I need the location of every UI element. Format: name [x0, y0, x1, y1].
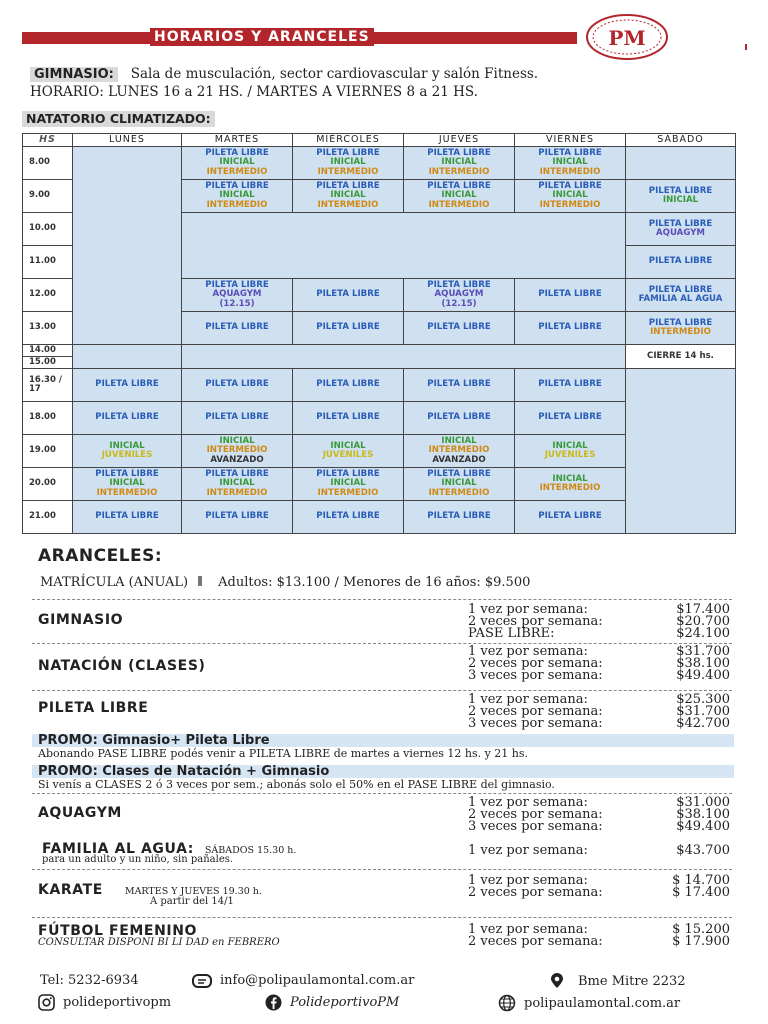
- class-cell: INICIAL JUVENILES: [73, 435, 182, 468]
- price-value: $24.100: [676, 626, 730, 641]
- web-text[interactable]: polipaulamontal.com.ar: [524, 995, 681, 1011]
- footer-address: [550, 973, 686, 989]
- email-text[interactable]: info@polipaulamontal.com.ar: [220, 973, 415, 988]
- class-cell: PILETA LIBRE: [182, 369, 293, 402]
- promo1-desc: Abonando PASE LIBRE podés venir a PILETA LIBRE de martes a viernes 12 hs. y 21 hs.: [38, 747, 529, 760]
- price-value: $25.300: [676, 692, 730, 707]
- hour-cell: 12.00: [23, 279, 73, 312]
- price-label: 2 veces por semana:: [468, 656, 603, 671]
- natatorio-title: NATATORIO CLIMATIZADO:: [22, 111, 215, 127]
- price-value: $42.700: [676, 716, 730, 731]
- footer-instagram[interactable]: [38, 994, 171, 1011]
- gimnasio-prices: [468, 604, 730, 640]
- class-cell: PILETA LIBRE: [404, 501, 515, 534]
- class-cell: PILETA LIBRE AQUAGYM (12.15): [404, 279, 515, 312]
- col-header: LUNES: [73, 134, 182, 147]
- class-cell: PILETA LIBRE: [515, 279, 626, 312]
- col-header: HS: [23, 134, 73, 147]
- class-cell: PILETA LIBRE INICIAL INTERMEDIO: [182, 180, 293, 213]
- gym-horario: HORARIO: LUNES 16 a 21 HS. / MARTES A VIERNES 8 a 21 HS.: [30, 84, 478, 100]
- price-value: $38.100: [676, 656, 730, 671]
- col-header: JUEVES: [404, 134, 515, 147]
- empty-cell: [182, 213, 626, 279]
- class-cell: PILETA LIBRE: [182, 402, 293, 435]
- karate-sub: A partir del 14/1: [150, 896, 234, 907]
- price-label: 3 veces por semana:: [468, 819, 603, 834]
- price-value: $31.700: [676, 704, 730, 719]
- hour-cell: 21.00: [23, 501, 73, 534]
- empty-cell: [626, 369, 736, 534]
- logo-icon: [585, 12, 669, 62]
- col-header: SÁBADO: [626, 134, 736, 147]
- footer-tel: [40, 973, 139, 988]
- class-cell: PILETA LIBRE AQUAGYM (12.15): [182, 279, 293, 312]
- class-cell: PILETA LIBRE FAMILIA AL AGUA: [626, 279, 736, 312]
- class-cell: PILETA LIBRE: [404, 312, 515, 345]
- hour-cell: 15.00: [23, 357, 73, 369]
- price-row: [468, 670, 730, 682]
- class-cell: PILETA LIBRE INICIAL INTERMEDIO: [293, 147, 404, 180]
- footer-facebook[interactable]: [265, 994, 399, 1011]
- familia-prices: [468, 845, 730, 857]
- class-cell: INICIAL INTERMEDIO AVANZADO: [182, 435, 293, 468]
- class-cell: INICIAL INTERMEDIO: [515, 468, 626, 501]
- class-cell: CIERRE 14 hs.: [626, 345, 736, 369]
- class-cell: PILETA LIBRE INICIAL INTERMEDIO: [73, 468, 182, 501]
- divider: [198, 576, 202, 586]
- class-cell: PILETA LIBRE INICIAL INTERMEDIO: [293, 468, 404, 501]
- class-cell: PILETA LIBRE: [293, 369, 404, 402]
- aranceles-title: ARANCELES:: [38, 546, 163, 566]
- price-label: 1 vez por semana:: [468, 692, 588, 707]
- futbol-sub: CONSULTAR DISPONI BI LI DAD en FEBRERO: [38, 937, 280, 948]
- hour-cell: 13.00: [23, 312, 73, 345]
- price-value: $17.400: [676, 602, 730, 617]
- natacion-prices: [468, 646, 730, 682]
- class-cell: PILETA LIBRE: [626, 246, 736, 279]
- instagram-text[interactable]: polideportivopm: [63, 995, 172, 1010]
- hour-cell: 8.00: [23, 147, 73, 180]
- price-value: $43.700: [676, 843, 730, 858]
- class-cell: PILETA LIBRE: [293, 501, 404, 534]
- col-header: VIERNES: [515, 134, 626, 147]
- price-row: [468, 887, 730, 899]
- hour-cell: 9.00: [23, 180, 73, 213]
- familia-name: FAMILIA AL AGUA:: [42, 841, 194, 857]
- class-cell: PILETA LIBRE: [515, 501, 626, 534]
- page-title: HORARIOS Y ARANCELES: [150, 28, 374, 46]
- class-cell: PILETA LIBRE: [293, 312, 404, 345]
- hour-cell: 11.00: [23, 246, 73, 279]
- price-label: 2 veces por semana:: [468, 807, 603, 822]
- class-cell: INICIAL JUVENILES: [515, 435, 626, 468]
- price-value: $20.700: [676, 614, 730, 629]
- futbol-heading: FÚTBOL FEMENINO: [38, 923, 198, 939]
- hour-cell: 10.00: [23, 213, 73, 246]
- schedule-table: [22, 133, 736, 534]
- hour-cell: 16.30 / 17: [23, 369, 73, 402]
- class-cell: PILETA LIBRE: [515, 312, 626, 345]
- divider: [32, 793, 732, 794]
- class-cell: PILETA LIBRE: [515, 369, 626, 402]
- hour-cell: 19.00: [23, 435, 73, 468]
- price-value: $38.100: [676, 807, 730, 822]
- class-cell: PILETA LIBRE INICIAL INTERMEDIO: [404, 147, 515, 180]
- location-pin-icon: [550, 973, 564, 989]
- price-value: $ 15.200: [672, 922, 730, 937]
- promo2-title: PROMO: Clases de Natación + Gimnasio: [38, 764, 330, 779]
- address-text: Bme Mitre 2232: [578, 973, 686, 989]
- price-row: [468, 718, 730, 730]
- divider: [32, 869, 732, 870]
- price-value: $ 14.700: [672, 873, 730, 888]
- col-header: MARTES: [182, 134, 293, 147]
- class-cell: PILETA LIBRE: [182, 501, 293, 534]
- table-row: [23, 345, 736, 357]
- divider: [32, 599, 732, 600]
- price-row: [468, 845, 730, 857]
- price-value: $31.700: [676, 644, 730, 659]
- gym-info: [30, 66, 538, 82]
- class-cell: INICIAL INTERMEDIO AVANZADO: [404, 435, 515, 468]
- mail-icon: [192, 974, 212, 988]
- logo-text: PM: [608, 26, 646, 50]
- pileta-heading: PILETA LIBRE: [38, 700, 149, 716]
- class-cell: PILETA LIBRE INICIAL INTERMEDIO: [515, 180, 626, 213]
- gym-label: GIMNASIO:: [30, 67, 118, 82]
- futbol-prices: [468, 924, 730, 948]
- class-cell: PILETA LIBRE: [293, 279, 404, 312]
- natacion-heading: NATACIÓN (CLASES): [38, 658, 206, 674]
- price-value: $ 17.400: [672, 885, 730, 900]
- table-header-row: [23, 134, 736, 147]
- karate-name: KARATE: [38, 882, 103, 898]
- divider: [745, 44, 747, 50]
- globe-icon: [498, 994, 516, 1012]
- matricula-line: [40, 575, 530, 590]
- class-cell: PILETA LIBRE INICIAL INTERMEDIO: [182, 468, 293, 501]
- class-cell: PILETA LIBRE: [404, 369, 515, 402]
- price-label: 3 veces por semana:: [468, 716, 603, 731]
- price-value: $49.400: [676, 819, 730, 834]
- divider: [32, 690, 732, 691]
- aquagym-prices: [468, 797, 730, 833]
- footer-web[interactable]: [498, 994, 680, 1012]
- class-cell: PILETA LIBRE INICIAL INTERMEDIO: [404, 180, 515, 213]
- price-label: 1 vez por semana:: [468, 602, 588, 617]
- class-cell: PILETA LIBRE: [515, 402, 626, 435]
- class-cell: PILETA LIBRE INTERMEDIO: [626, 312, 736, 345]
- empty-cell: [182, 345, 626, 369]
- class-cell: PILETA LIBRE AQUAGYM: [626, 213, 736, 246]
- familia-sub: para un adulto y un niño, sin pañales.: [42, 854, 234, 865]
- footer-email[interactable]: [192, 973, 414, 988]
- hour-cell: 20.00: [23, 468, 73, 501]
- class-cell: PILETA LIBRE: [293, 402, 404, 435]
- gym-desc: Sala de musculación, sector cardiovascular y salón Fitness.: [130, 66, 539, 82]
- karate-prices: [468, 875, 730, 899]
- karate-when: MARTES Y JUEVES 19.30 h.: [124, 886, 262, 897]
- table-row: [23, 147, 736, 180]
- price-value: $31.000: [676, 795, 730, 810]
- price-label: PASE LIBRE:: [468, 626, 555, 641]
- hour-cell: 14.00: [23, 345, 73, 357]
- price-label: 1 vez por semana:: [468, 922, 588, 937]
- price-label: 1 vez por semana:: [468, 644, 588, 659]
- tel-text: Tel: 5232-6934: [40, 973, 139, 988]
- empty-cell: [626, 147, 736, 180]
- class-cell: PILETA LIBRE INICIAL INTERMEDIO: [404, 468, 515, 501]
- aquagym-heading: AQUAGYM: [38, 805, 122, 821]
- class-cell: PILETA LIBRE INICIAL INTERMEDIO: [293, 180, 404, 213]
- promo1-title: PROMO: Gimnasio+ Pileta Libre: [38, 733, 270, 748]
- divider: [32, 643, 732, 644]
- class-cell: PILETA LIBRE INICIAL: [626, 180, 736, 213]
- price-label: 3 veces por semana:: [468, 668, 603, 683]
- class-cell: PILETA LIBRE: [73, 369, 182, 402]
- instagram-icon: [38, 994, 55, 1011]
- col-header: MIÉRCOLES: [293, 134, 404, 147]
- class-cell: PILETA LIBRE INICIAL INTERMEDIO: [182, 147, 293, 180]
- pileta-prices: [468, 694, 730, 730]
- class-cell: PILETA LIBRE: [73, 402, 182, 435]
- matricula-prices: Adultos: $13.100 / Menores de 16 años: $9.500: [218, 575, 531, 590]
- price-label: 2 veces por semana:: [468, 614, 603, 629]
- class-cell: INICIAL JUVENILES: [293, 435, 404, 468]
- empty-cell: [73, 345, 182, 369]
- class-cell: PILETA LIBRE: [73, 501, 182, 534]
- price-label: 2 veces por semana:: [468, 934, 603, 949]
- class-cell: PILETA LIBRE INICIAL INTERMEDIO: [515, 147, 626, 180]
- hour-cell: 18.00: [23, 402, 73, 435]
- price-label: 1 vez por semana:: [468, 873, 588, 888]
- matricula-label: MATRÍCULA (ANUAL): [40, 575, 189, 590]
- promo2-desc: Si venís a CLASES 2 ó 3 veces por sem.; abonás solo el 50% en el PASE LIBRE del gimnasio.: [38, 778, 555, 791]
- price-label: 2 veces por semana:: [468, 704, 603, 719]
- price-label: 2 veces por semana:: [468, 885, 603, 900]
- price-label: 1 vez por semana:: [468, 843, 588, 858]
- price-row: [468, 628, 730, 640]
- price-value: $49.400: [676, 668, 730, 683]
- empty-cell: [73, 147, 182, 345]
- facebook-icon: [265, 994, 282, 1011]
- price-row: [468, 936, 730, 948]
- price-row: [468, 821, 730, 833]
- familia-when: SÁBADOS 15.30 h.: [204, 845, 297, 856]
- facebook-text[interactable]: PolideportivoPM: [290, 995, 400, 1010]
- divider: [32, 917, 732, 918]
- class-cell: PILETA LIBRE: [404, 402, 515, 435]
- gimnasio-heading: GIMNASIO: [38, 612, 124, 628]
- class-cell: PILETA LIBRE: [182, 312, 293, 345]
- price-value: $ 17.900: [672, 934, 730, 949]
- price-label: 1 vez por semana:: [468, 795, 588, 810]
- table-row: [23, 369, 736, 402]
